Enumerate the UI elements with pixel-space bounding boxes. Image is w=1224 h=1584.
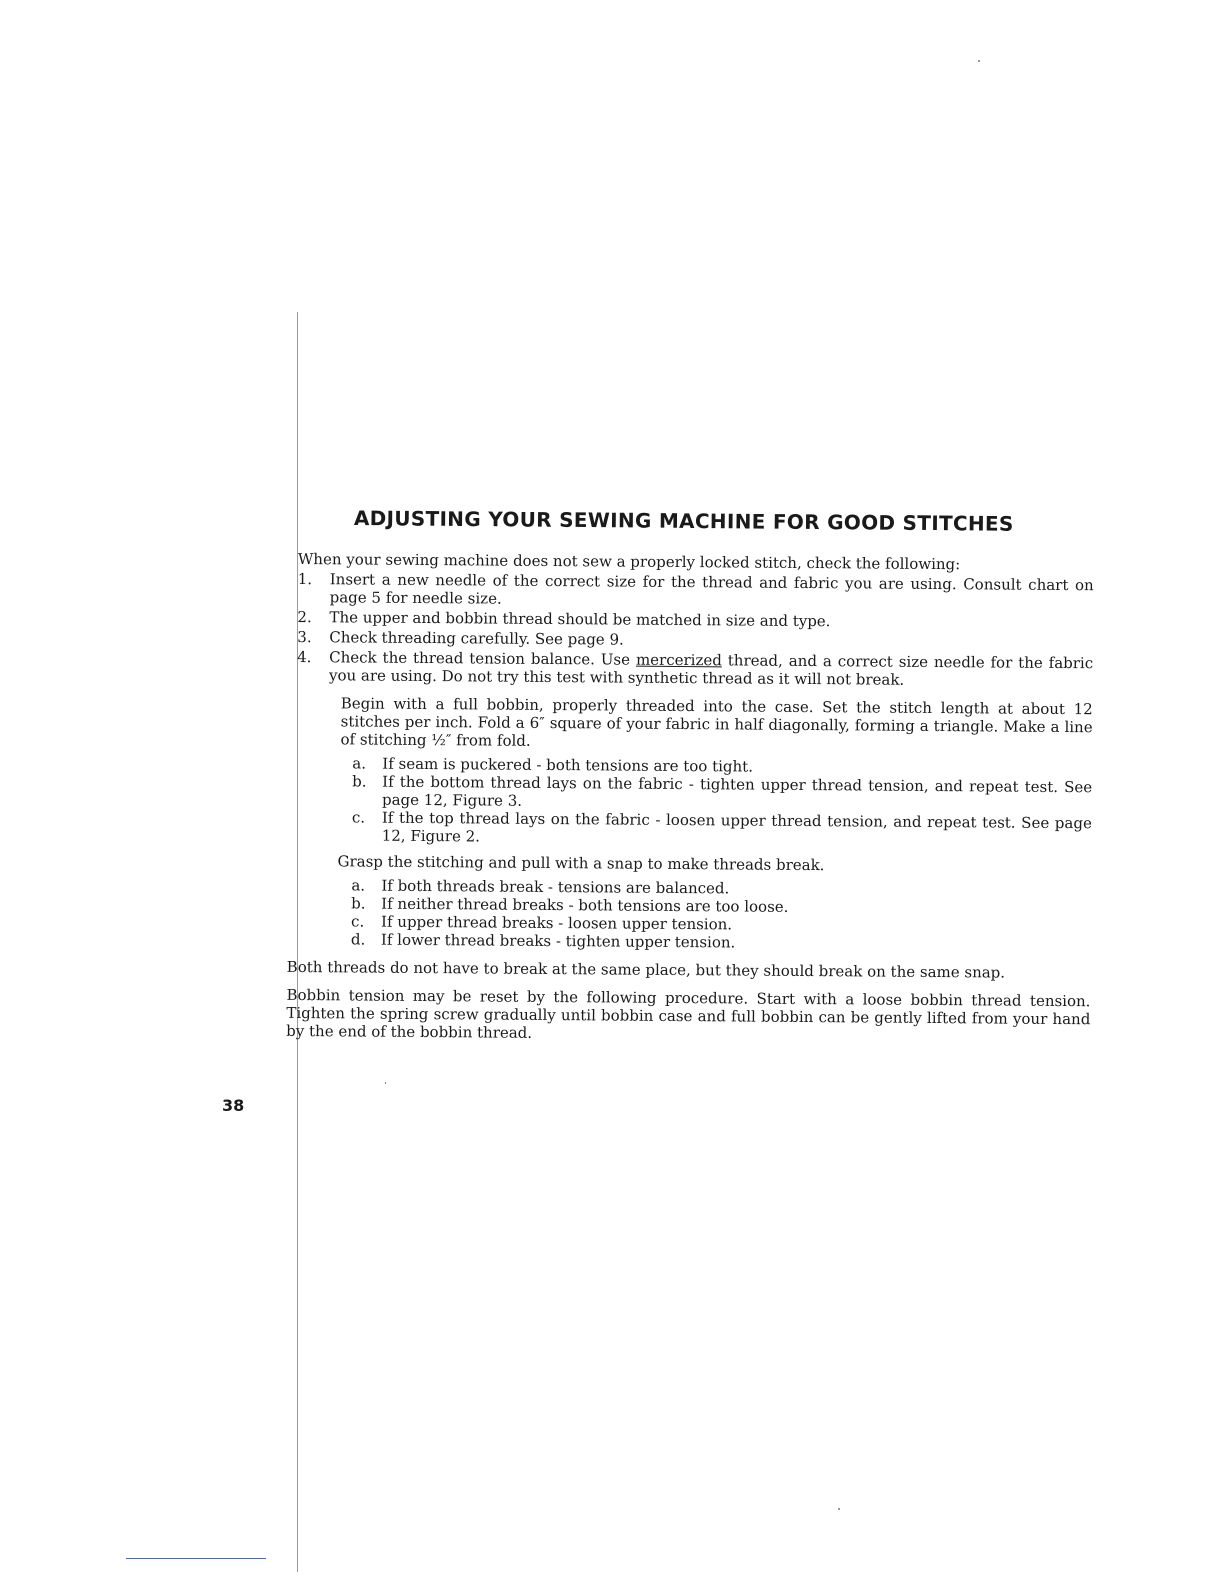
list-item — [352, 808, 1092, 850]
instructions-body — [286, 550, 1094, 1046]
test-procedure-paragraph: Begin with a full bobbin, properly threaded into the case. Set the stitch length at about 12 stitches per inch. Fold a 6″ square of your fabric in half diagonally, forming a triangle. Make a line of stitching ½″ from fold. — [340, 694, 1093, 750]
item-text: The upper and bobbin thread should be matched in size and type. — [329, 608, 831, 631]
item-text: If both threads break - tensions are balanced. — [381, 876, 730, 898]
list-item — [352, 772, 1092, 814]
grasp-paragraph: Grasp the stitching and pull with a snap to make threads break. — [337, 852, 825, 875]
item-text: If lower thread breaks - tighten upper tension. — [380, 930, 736, 952]
scan-speck — [978, 60, 980, 62]
checklist-item — [298, 570, 1094, 612]
item-letter: c. — [351, 912, 365, 931]
break-results-list — [351, 876, 1092, 954]
item-text: Check threading carefully. See page 9. — [329, 628, 624, 649]
item-text: If the top thread lays on the fabric - loosen upper thread tension, and repeat test. See page 12, Figure 2. — [381, 808, 1092, 846]
checklist-item — [297, 648, 1093, 690]
page-number: 38 — [222, 1096, 245, 1115]
item-letter: d. — [350, 930, 366, 949]
item-number: 3. — [297, 627, 312, 647]
item-text: If the bottom thread lays on the fabric - tighten upper thread tension, and repeat test. See page 12, Figure 3. — [381, 772, 1093, 810]
intro-paragraph: When your sewing machine does not sew a properly locked stitch, check the following: — [297, 550, 961, 574]
item-letter: a. — [351, 876, 366, 895]
checklist — [297, 570, 1094, 690]
item-text: If neither thread breaks - both tensions are too loose. — [381, 894, 789, 916]
item-text: Insert a new needle of the correct size for the thread and fabric you are using. Consult chart on page 5 for needle size. — [329, 570, 1094, 608]
page-title: ADJUSTING YOUR SEWING MACHINE FOR GOOD STITCHES — [353, 506, 1014, 536]
item-number: 2. — [297, 607, 312, 627]
item-text: If upper thread breaks - loosen upper tension. — [381, 912, 733, 934]
item-letter: c. — [351, 808, 366, 827]
item-number: 4. — [297, 647, 312, 667]
underlined-word: mercerized — [635, 650, 722, 670]
item-text-part: thread, and a correct size needle for the fabric you are using. Do not try this test with synthetic thread as it will not break. — [328, 651, 1094, 689]
test-results-list — [352, 754, 1093, 850]
bobbin-tension-paragraph: Bobbin tension may be reset by the following procedure. Start with a loose bobbin thread tension. Tighten the spring screw gradually until bobbin case and full bobbin can be gently lifted from your hand by the end of the bobbin thread. — [286, 985, 1091, 1042]
item-text — [329, 648, 1093, 690]
item-number: 1. — [297, 569, 313, 589]
scan-speck — [385, 1082, 386, 1084]
item-letter: b. — [351, 894, 366, 913]
item-text-part: Check the thread tension balance. Use — [329, 648, 637, 669]
both-threads-paragraph: Both threads do not have to break at the same place, but they should break on the same snap. — [286, 957, 1006, 982]
scan-speck — [838, 1508, 840, 1510]
bottom-rule-line — [126, 1558, 266, 1559]
item-text: If seam is puckered - both tensions are too tight. — [382, 754, 754, 776]
item-letter: b. — [352, 772, 367, 791]
item-letter: a. — [352, 754, 367, 773]
